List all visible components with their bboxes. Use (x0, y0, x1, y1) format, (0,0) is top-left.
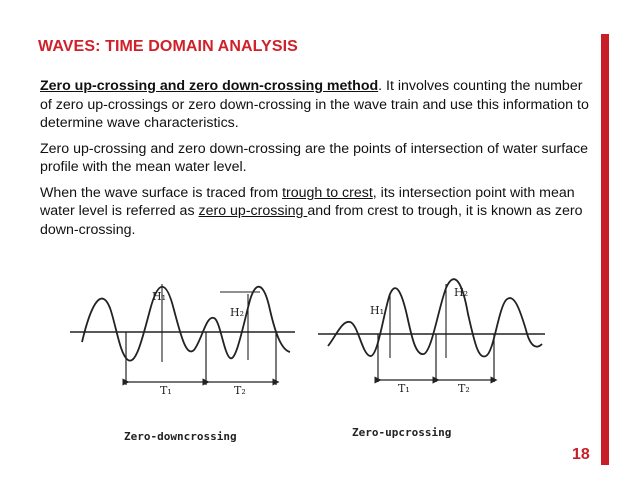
wave-figure (70, 270, 560, 450)
label-t2-left: T₂ (234, 384, 246, 397)
label-t1-left: T₁ (160, 384, 172, 397)
page-number: 18 (572, 446, 590, 463)
paragraph-method (40, 77, 590, 133)
label-h1-left: H₁ (152, 290, 167, 303)
explanation-part-a: When the wave surface is traced from (40, 184, 283, 201)
label-h2-right: H₂ (454, 286, 469, 299)
label-h2-left: H₂ (230, 306, 245, 319)
label-t1-right: T₁ (398, 382, 410, 395)
caption-zero-downcrossing: Zero-downcrossing (124, 430, 237, 443)
trough-to-crest-text: trough to crest (282, 184, 373, 201)
caption-zero-upcrossing: Zero-upcrossing (352, 426, 452, 439)
explanation-part-c: and from crest to trough, it is known as zero down-crossing. (40, 203, 583, 238)
wave-profile-right (328, 279, 542, 356)
wave-profile-left (82, 287, 290, 361)
zero-up-crossing-text: zero up-crossing (198, 203, 308, 219)
paragraph-explanation (40, 184, 590, 240)
method-description: . It involves counting the number of zero up-crossings or zero down-crossing in the wave train and use this information to determine wave characteristics. (40, 78, 589, 131)
zero-downcrossing-diagram (70, 284, 295, 385)
label-t2-right: T₂ (458, 382, 470, 395)
label-h1-right: H₁ (370, 304, 385, 317)
paragraph-definition: Zero up-crossing and zero down-crossing are the points of intersection of water surface profile with the mean water level. (40, 140, 589, 175)
method-heading: Zero up-crossing and zero down-crossing method (40, 78, 379, 94)
explanation-part-b: , its intersection point with mean water level is referred as (40, 184, 575, 219)
accent-bar (601, 34, 609, 465)
body-text (40, 77, 590, 246)
zero-upcrossing-diagram (318, 279, 545, 382)
wave-diagrams (70, 270, 560, 450)
slide-title: WAVES: TIME DOMAIN ANALYSIS (38, 38, 298, 55)
